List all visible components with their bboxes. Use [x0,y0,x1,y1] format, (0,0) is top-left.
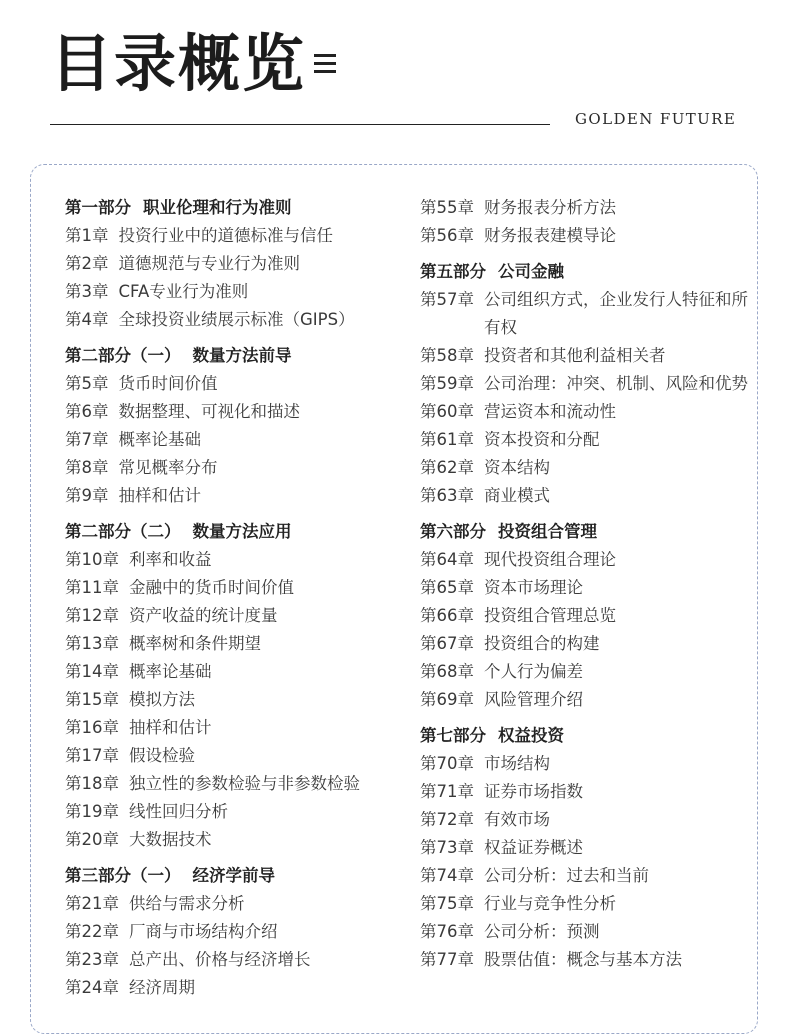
chapter-item [420,222,750,250]
chapter-title: 利率和收益 [129,550,212,569]
chapter-number: 第4章 [65,310,109,329]
chapter-title: 金融中的货币时间价值 [129,578,294,597]
chapter-title: 总产出、价格与经济增长 [129,950,311,969]
chapter-item [420,574,750,602]
chapter-title: 投资组合的构建 [484,634,600,653]
chapter-title: 投资者和其他利益相关者 [484,346,666,365]
chapter-number: 第67章 [420,634,474,653]
chapter-title: 供给与需求分析 [129,894,245,913]
chapter-title: 风险管理介绍 [484,690,583,709]
chapter-title: 独立性的参数检验与非参数检验 [129,774,360,793]
chapter-title: 个人行为偏差 [484,662,583,681]
chapter-number: 第60章 [420,402,474,421]
chapter-item [420,630,750,658]
chapter-title: 资本投资和分配 [484,430,600,449]
chapter-title: 大数据技术 [129,830,212,849]
chapter-number: 第58章 [420,346,474,365]
chapter-number: 第16章 [65,718,119,737]
part-name: 公司金融 [498,262,564,281]
chapter-item [65,770,410,798]
toc-left-column [65,194,410,1002]
chapter-item [420,658,750,686]
chapter-title: 公司组织方式，企业发行人特征和所有权 [484,290,748,337]
chapter-item [65,426,410,454]
chapter-item [420,834,750,862]
chapter-item [65,454,410,482]
chapter-item [65,946,410,974]
chapter-item [65,826,410,854]
chapter-number: 第77章 [420,950,474,969]
chapter-item [65,798,410,826]
chapter-number: 第21章 [65,894,119,913]
chapter-item [420,778,750,806]
chapter-item [65,278,410,306]
chapter-number: 第59章 [420,374,474,393]
chapter-number: 第22章 [65,922,119,941]
chapter-title: 市场结构 [484,754,550,773]
chapter-title: 资本结构 [484,458,550,477]
chapter-item [420,482,750,510]
chapter-item [65,250,410,278]
chapter-item [420,342,750,370]
chapter-title: 模拟方法 [129,690,195,709]
part-number: 第六部分 [420,522,486,541]
page-title: 目录概览 [50,27,307,100]
part-number: 第三部分（一） [65,866,181,885]
chapter-item [65,742,410,770]
chapter-title: CFA专业行为准则 [118,282,249,301]
chapter-item [420,918,750,946]
part-number: 第二部分（一） [65,346,181,365]
chapter-item [420,286,750,342]
chapter-title: 证券市场指数 [484,782,583,801]
chapter-number: 第76章 [420,922,474,941]
chapter-title: 现代投资组合理论 [484,550,616,569]
chapter-number: 第13章 [65,634,119,653]
chapter-title: 道德规范与专业行为准则 [118,254,300,273]
chapter-number: 第56章 [420,226,474,245]
chapter-number: 第18章 [65,774,119,793]
chapter-title: 货币时间价值 [118,374,218,393]
chapter-title: 权益证券概述 [484,838,583,857]
chapter-item [420,890,750,918]
chapter-title: 抽样和估计 [129,718,212,737]
chapter-number: 第62章 [420,458,474,477]
chapter-item [420,194,750,222]
chapter-number: 第9章 [65,486,109,505]
chapter-number: 第10章 [65,550,119,569]
chapter-item [65,546,410,574]
part-number: 第七部分 [420,726,486,745]
chapter-number: 第66章 [420,606,474,625]
chapter-number: 第71章 [420,782,474,801]
chapter-item [420,454,750,482]
part-name: 经济学前导 [192,866,275,885]
chapter-number: 第2章 [65,254,109,273]
chapter-item [420,398,750,426]
chapter-title: 概率论基础 [118,430,201,449]
part-heading [420,722,750,750]
chapter-title: 行业与竞争性分析 [484,894,616,913]
chapter-item [420,946,750,974]
chapter-title: 商业模式 [484,486,550,505]
part-heading [65,342,410,370]
chapter-title: 经济周期 [129,978,195,997]
chapter-item [420,806,750,834]
chapter-title: 投资行业中的道德标准与信任 [118,226,333,245]
chapter-item [65,890,410,918]
chapter-number: 第70章 [420,754,474,773]
chapter-title: 投资组合管理总览 [484,606,616,625]
chapter-number: 第24章 [65,978,119,997]
chapter-item [65,714,410,742]
chapter-number: 第11章 [65,578,119,597]
chapter-item [65,574,410,602]
chapter-title: 资产收益的统计度量 [129,606,278,625]
chapter-title: 公司分析：过去和当前 [484,866,649,885]
chapter-item [65,658,410,686]
part-name: 投资组合管理 [498,522,597,541]
chapter-title: 公司分析：预测 [484,922,600,941]
chapter-number: 第64章 [420,550,474,569]
chapter-title: 抽样和估计 [118,486,201,505]
part-number: 第二部分（二） [65,522,181,541]
brand-label: GOLDEN FUTURE [575,110,737,128]
chapter-item [420,546,750,574]
chapter-title: 公司治理：冲突、机制、风险和优势 [484,374,748,393]
chapter-number: 第74章 [420,866,474,885]
chapter-number: 第3章 [65,282,109,301]
chapter-number: 第1章 [65,226,109,245]
chapter-title: 概率树和条件期望 [129,634,261,653]
chapter-item [65,306,410,334]
chapter-title: 股票估值：概念与基本方法 [484,950,682,969]
chapter-number: 第63章 [420,486,474,505]
chapter-item [65,918,410,946]
chapter-item [420,426,750,454]
part-heading [65,518,410,546]
chapter-number: 第23章 [65,950,119,969]
chapter-title: 常见概率分布 [118,458,218,477]
part-heading [65,862,410,890]
chapter-item [420,370,750,398]
chapter-number: 第55章 [420,198,474,217]
chapter-number: 第65章 [420,578,474,597]
chapter-number: 第15章 [65,690,119,709]
chapter-number: 第75章 [420,894,474,913]
chapter-title: 财务报表分析方法 [484,198,616,217]
chapter-number: 第68章 [420,662,474,681]
chapter-title: 全球投资业绩展示标准（GIPS） [118,310,355,329]
chapter-number: 第19章 [65,802,119,821]
chapter-item [65,398,410,426]
part-name: 权益投资 [498,726,564,745]
part-name: 职业伦理和行为准则 [143,198,292,217]
part-heading [420,518,750,546]
chapter-number: 第6章 [65,402,109,421]
chapter-number: 第8章 [65,458,109,477]
toc-right-column [420,194,750,974]
chapter-title: 资本市场理论 [484,578,583,597]
chapter-number: 第12章 [65,606,119,625]
chapter-item [65,222,410,250]
chapter-title: 营运资本和流动性 [484,402,616,421]
chapter-title: 线性回归分析 [129,802,228,821]
chapter-number: 第73章 [420,838,474,857]
chapter-title: 有效市场 [484,810,550,829]
chapter-item [65,686,410,714]
chapter-number: 第20章 [65,830,119,849]
chapter-item [65,482,410,510]
chapter-item [65,974,410,1002]
chapter-number: 第57章 [420,290,474,309]
chapter-number: 第69章 [420,690,474,709]
chapter-title: 数据整理、可视化和描述 [118,402,300,421]
chapter-item [420,750,750,778]
chapter-title: 假设检验 [129,746,195,765]
part-name: 数量方法前导 [192,346,292,365]
part-heading [420,258,750,286]
part-heading [65,194,410,222]
chapter-number: 第14章 [65,662,119,681]
part-number: 第五部分 [420,262,486,281]
part-number: 第一部分 [65,198,131,217]
part-name: 数量方法应用 [192,522,292,541]
chapter-item [65,630,410,658]
chapter-number: 第17章 [65,746,119,765]
chapter-title: 概率论基础 [129,662,212,681]
menu-icon[interactable] [314,54,336,74]
header-divider [50,124,550,125]
chapter-item [65,370,410,398]
chapter-title: 厂商与市场结构介绍 [129,922,278,941]
chapter-item [65,602,410,630]
chapter-item [420,602,750,630]
chapter-number: 第61章 [420,430,474,449]
chapter-item [420,686,750,714]
chapter-number: 第5章 [65,374,109,393]
chapter-item [420,862,750,890]
chapter-number: 第72章 [420,810,474,829]
chapter-number: 第7章 [65,430,109,449]
chapter-title: 财务报表建模导论 [484,226,616,245]
